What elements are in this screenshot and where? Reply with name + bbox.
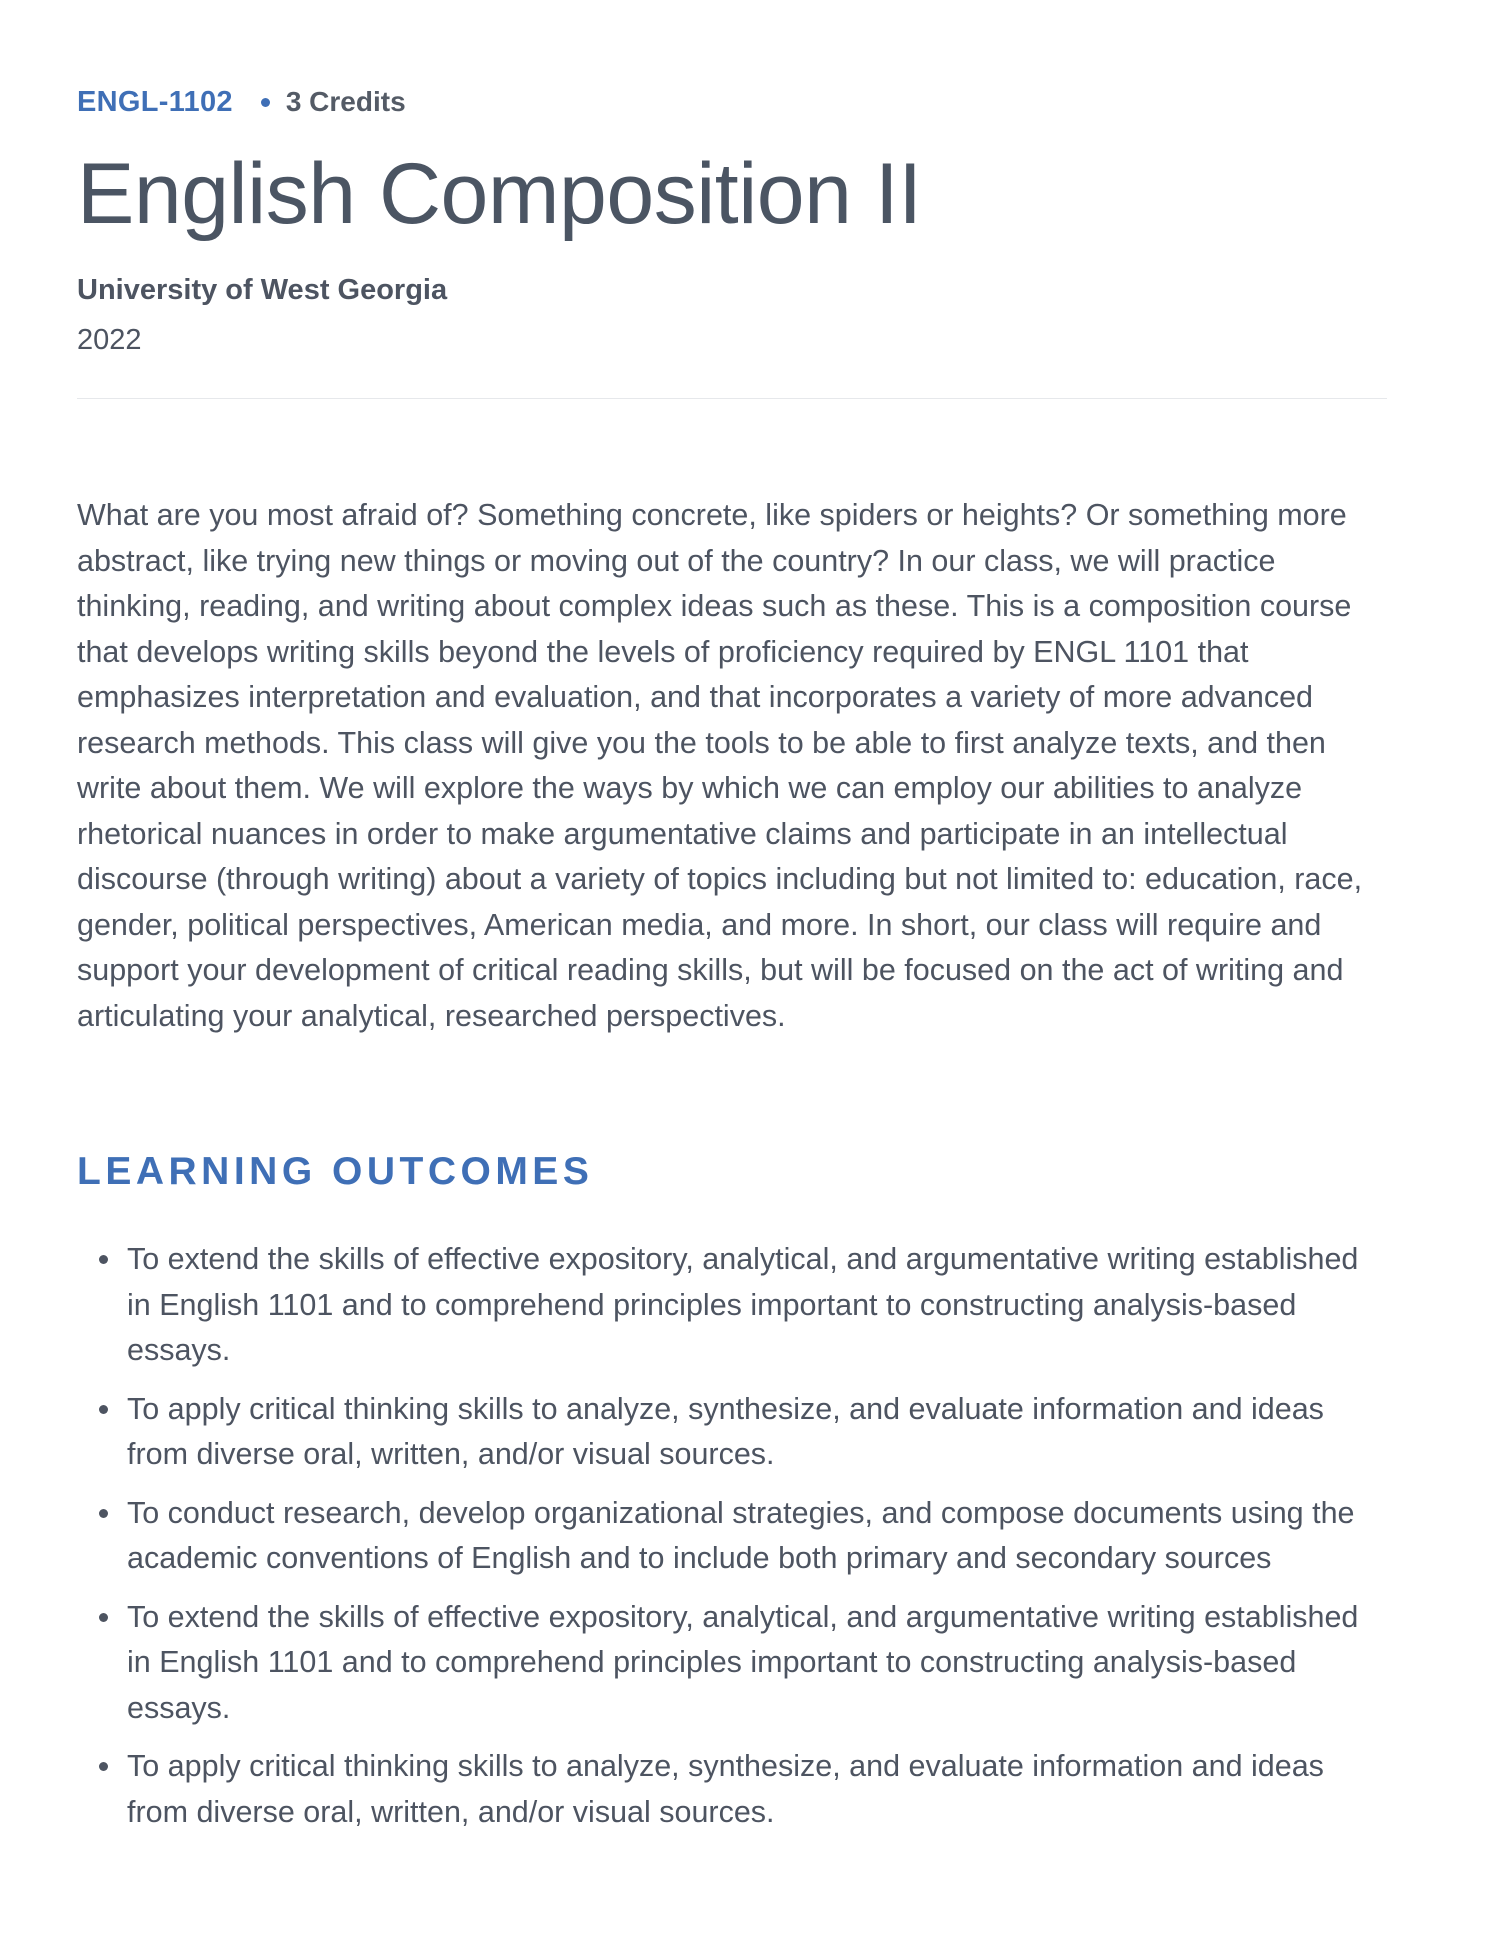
learning-outcomes-list <box>77 1237 1387 1835</box>
outcome-text: To extend the skills of effective expository, analytical, and argumentative writing established in English 1101 and to comprehend principles important to constructing analysis-based essays. <box>127 1242 1359 1367</box>
bullet-icon <box>99 1762 108 1771</box>
institution-name: University of West Georgia <box>77 274 448 306</box>
bullet-icon <box>99 1255 108 1264</box>
list-item <box>77 1595 1387 1732</box>
course-code: ENGL-1102 <box>77 85 233 118</box>
header-divider <box>77 398 1387 399</box>
list-item <box>77 1237 1387 1374</box>
page-title: English Composition II <box>77 146 922 242</box>
list-item <box>77 1744 1387 1835</box>
course-page <box>77 80 1387 1848</box>
course-meta <box>77 80 1387 124</box>
bullet-icon <box>99 1613 108 1622</box>
course-description: What are you most afraid of? Something concrete, like spiders or heights? Or something more abstract, like trying new things or moving out of the country? In our class, we will practice thinking, reading, and writing about complex ideas such as these. This is a composition course that develops writing skills beyond the levels of proficiency required by ENGL 1101 that emphasizes interpretation and evaluation, and that incorporates a variety of more advanced research methods. This class will give you the tools to be able to first analyze texts, and then write about them. We will explore the ways by which we can employ our abilities to analyze rhetorical nuances in order to make argumentative claims and participate in an intellectual discourse (through writing) about a variety of topics including but not limited to: education, race, gender, political perspectives, American media, and more. In short, our class will require and support your development of critical reading skills, but will be focused on the act of writing and articulating your analytical, researched perspectives. <box>77 498 1363 1033</box>
list-item <box>77 1387 1387 1478</box>
outcome-text: To extend the skills of effective expository, analytical, and argumentative writing established in English 1101 and to comprehend principles important to constructing analysis-based essays. <box>127 1599 1359 1725</box>
outcome-text: To apply critical thinking skills to analyze, synthesize, and evaluate information and ideas from diverse oral, written, and/or visual sources. <box>127 1391 1324 1471</box>
separator-dot-icon <box>261 98 270 107</box>
outcome-text: To apply critical thinking skills to analyze, synthesize, and evaluate information and ideas from diverse oral, written, and/or visual sources. <box>127 1749 1324 1829</box>
bullet-icon <box>99 1509 108 1518</box>
outcome-text: To conduct research, develop organizational strategies, and compose documents using the academic conventions of English and to include both primary and secondary sources <box>127 1495 1355 1575</box>
bullet-icon <box>99 1405 108 1414</box>
list-item <box>77 1491 1387 1582</box>
course-credits: 3 Credits <box>285 86 406 117</box>
learning-outcomes-heading: LEARNING OUTCOMES <box>77 1150 594 1193</box>
course-year: 2022 <box>77 324 142 356</box>
